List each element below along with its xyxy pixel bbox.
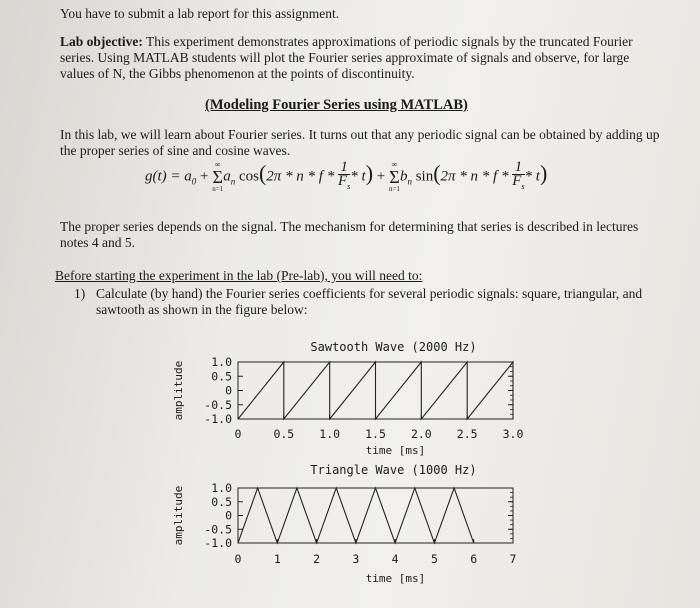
chart2-xtick-label: 3 [352,552,360,566]
objective-text: This experiment demonstrates approximations of periodic signals by the truncated Fourier series. Using MATLAB students will plot the Fourier series approximate of signals and observe, for large values of N, the Gibbs phenomenon at the points of discontinuity. [60,34,633,81]
chart2-xtick-label: 0 [234,552,242,566]
sigma-1: Σ [212,167,223,187]
chart2-xtick-label: 5 [430,552,438,566]
a0-subscript: 0 [191,176,197,187]
plus-sign-2: + [376,168,386,185]
chart2-xtick-label: 6 [470,552,478,566]
section-title: (Modeling Fourier Series using MATLAB) [205,97,468,113]
cos-function: cos [238,168,259,185]
chart2-ytick-label: 0 [225,508,232,523]
lab-intro-paragraph: In this lab, we will learn about Fourier series. It turns out that any periodic signal can be obtained by adding up the proper series of sine and cosine waves. [60,127,660,158]
fraction1-den-letter: F [337,173,348,189]
paren-open-1: ( [258,160,267,186]
chart1-xlabel: time [ms] [365,444,426,457]
formula-lhs: g(t) = a [145,168,192,185]
chart1-ytick-label: -1.0 [204,412,232,426]
paren-open-2: ( [433,160,441,186]
sin-function: sin [415,168,434,185]
task-1-number: 1) [74,286,86,301]
chart2-xtick-label: 4 [391,552,399,566]
an-coefficient: a [223,168,231,185]
chart1-xtick-label: 0.5 [273,427,295,441]
task-1-text: Calculate (by hand) the Fourier series coefficients for several periodic signals: square, triangular, and sawtooth as shown in the figure below: [96,286,643,317]
chart1-ylabel: amplitude [172,360,185,421]
chart2-ytick-label: 0.5 [211,494,232,509]
chart1-ytick-label: 0 [225,383,232,398]
chart1-ytick-label: 0.5 [211,369,232,384]
chart1-xtick-label: 3.0 [502,427,524,441]
sum2-upper: ∞ [391,160,398,169]
fraction1-den-subscript: s [347,182,351,191]
chart2-xtick-label: 2 [313,552,321,566]
fraction2-numerator: 1 [512,161,524,175]
sin-tail: * t [524,168,540,185]
chart2-ytick-label: -1.0 [204,536,232,550]
plus-sign-1: + [200,168,209,185]
objective-label: Lab objective: [60,34,143,49]
chart1-series-line [238,362,513,419]
chart1-title: Sawtooth Wave (2000 Hz) [310,340,477,354]
cos-argument: 2π * n * f * [266,168,335,185]
sigma-2: Σ [389,167,400,187]
prelab-heading: Before starting the experiment in the lab (Pre-lab), you will need to: [55,268,423,283]
chart1-ytick-label: -0.5 [204,397,232,412]
sum1-lower: n=1 [212,185,224,193]
paren-close-1: ) [365,160,374,186]
chart1-ytick-label: 1.0 [211,355,232,369]
sin-argument: 2π * n * f * [440,168,509,185]
intro-line: You have to submit a lab report for this assignment. [60,6,340,21]
fraction2-den-letter: F [512,173,522,189]
fraction2-den-subscript: s [521,182,525,191]
sum1-upper: ∞ [214,160,221,169]
series-paragraph: The proper series depends on the signal. The mechanism for determining that series is described in lectures notes 4 and 5. [60,219,639,250]
an-subscript: n [230,176,236,187]
chart2-axes-frame [238,488,513,543]
chart1-xtick-label: 0 [234,427,242,441]
bn-subscript: n [407,176,412,187]
chart2-xlabel: time [ms] [365,572,426,585]
chart2-series-line [238,488,474,543]
chart2-ytick-label: 1.0 [211,481,232,495]
chart2-ylabel: amplitude [172,485,185,546]
bn-coefficient: b [399,168,408,185]
chart1-xtick-label: 1.5 [365,427,386,441]
paren-close-2: ) [539,160,548,186]
chart2-xtick-label: 7 [509,552,517,566]
chart1-xtick-label: 1.0 [319,427,341,441]
fraction1-numerator: 1 [338,161,350,175]
sum2-lower: n=1 [388,185,400,193]
chart2-xtick-label: 1 [273,552,281,566]
chart1-xtick-label: 2.0 [410,427,432,441]
cos-tail: * t [350,168,366,185]
chart2-ytick-label: -0.5 [204,522,232,537]
chart1-xtick-label: 2.5 [456,427,478,441]
chart2-title: Triangle Wave (1000 Hz) [310,463,477,477]
